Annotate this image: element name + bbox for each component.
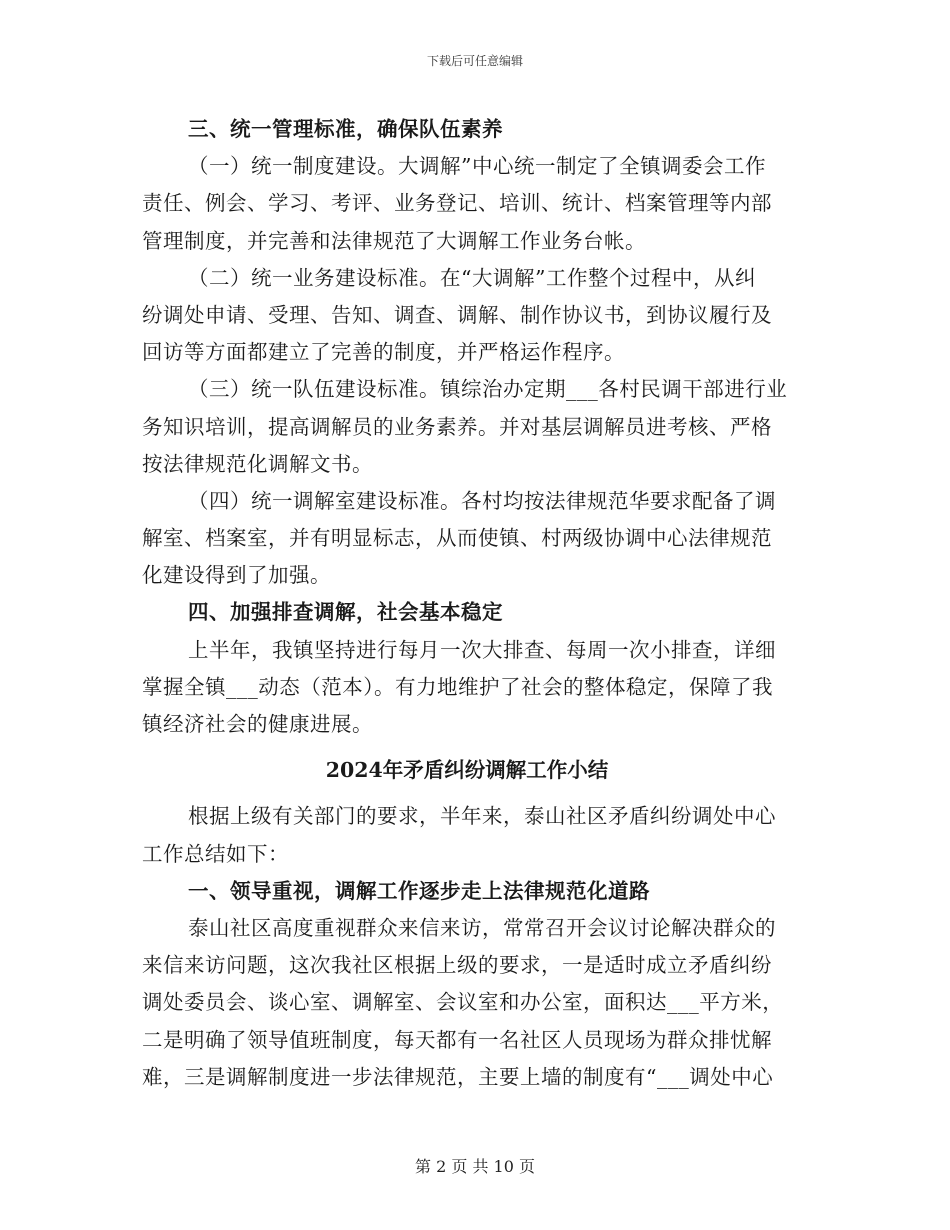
paragraph-line: （二）统一业务建设标准。在“大调解”工作整个过程中，从纠	[188, 265, 756, 290]
paragraph-line: 调处委员会、谈心室、调解室、会议室和办公室，面积达___平方米，	[142, 990, 784, 1015]
paragraph-line: 管理制度，并完善和法律规范了大调解工作业务台帐。	[142, 228, 646, 253]
text-block-first	[142, 111, 810, 743]
section-heading: 三、统一管理标准，确保队伍素养	[188, 117, 503, 141]
paragraph-line: 二是明确了领导值班制度，每天都有一名社区人员现场为群众排忧解	[142, 1027, 772, 1052]
section-title: 2024年矛盾纠纷调解工作小结	[325, 758, 609, 783]
paragraph-line: 上半年，我镇坚持进行每月一次大排查、每周一次小排查，详细	[188, 637, 776, 662]
paragraph-line: 工作总结如下：	[142, 841, 289, 866]
paragraph-line: 责任、例会、学习、考评、业务登记、培训、统计、档案管理等内部	[142, 191, 772, 216]
section-heading: 一、领导重视，调解工作逐步走上法律规范化道路	[188, 878, 650, 903]
paragraph-line: 务知识培训，提高调解员的业务素养。并对基层调解员进考核、严格	[142, 414, 772, 439]
paragraph-line: 化建设得到了加强。	[142, 563, 331, 588]
paragraph-line: 镇经济社会的健康进展。	[142, 712, 373, 736]
paragraph-line: 回访等方面都建立了完善的制度，并严格运作程序。	[142, 340, 625, 365]
section-heading: 四、加强排查调解，社会基本稳定	[188, 600, 503, 625]
paragraph-line: 纷调处申请、受理、告知、调查、调解、制作协议书，到协议履行及	[142, 302, 772, 327]
document-body	[142, 111, 810, 1096]
paragraph-line: （一）统一制度建设。大调解”中心统一制定了全镇调委会工作	[188, 154, 766, 179]
paragraph-line: （三）统一队伍建设标准。镇综治办定期___各村民调干部进行业	[188, 377, 788, 402]
page-header: 下载后可任意编辑	[426, 54, 523, 68]
paragraph-line: 来信来访问题，这次我社区根据上级的要求，一是适时成立矛盾纠纷	[142, 953, 772, 978]
paragraph-line: 难，三是调解制度进一步法律规范，主要上墙的制度有“___调处中心	[142, 1064, 774, 1089]
paragraph-line: 掌握全镇___动态（范本）。有力地维护了社会的整体稳定，保障了我	[142, 674, 773, 699]
text-block-second	[142, 798, 810, 1096]
page-footer: 第 2 页 共 10 页	[415, 1157, 535, 1176]
paragraph-line: 泰山社区高度重视群众来信来访，常常召开会议讨论解决群众的	[188, 915, 776, 940]
paragraph-line: 根据上级有关部门的要求，半年来，泰山社区矛盾纠纷调处中心	[188, 804, 776, 829]
paragraph-line: 解室、档案室，并有明显标志，从而使镇、村两级协调中心法律规范	[142, 526, 772, 551]
paragraph-line: 按法律规范化调解文书。	[142, 451, 373, 476]
paragraph-line: （四）统一调解室建设标准。各村均按法律规范华要求配备了调	[188, 488, 776, 513]
